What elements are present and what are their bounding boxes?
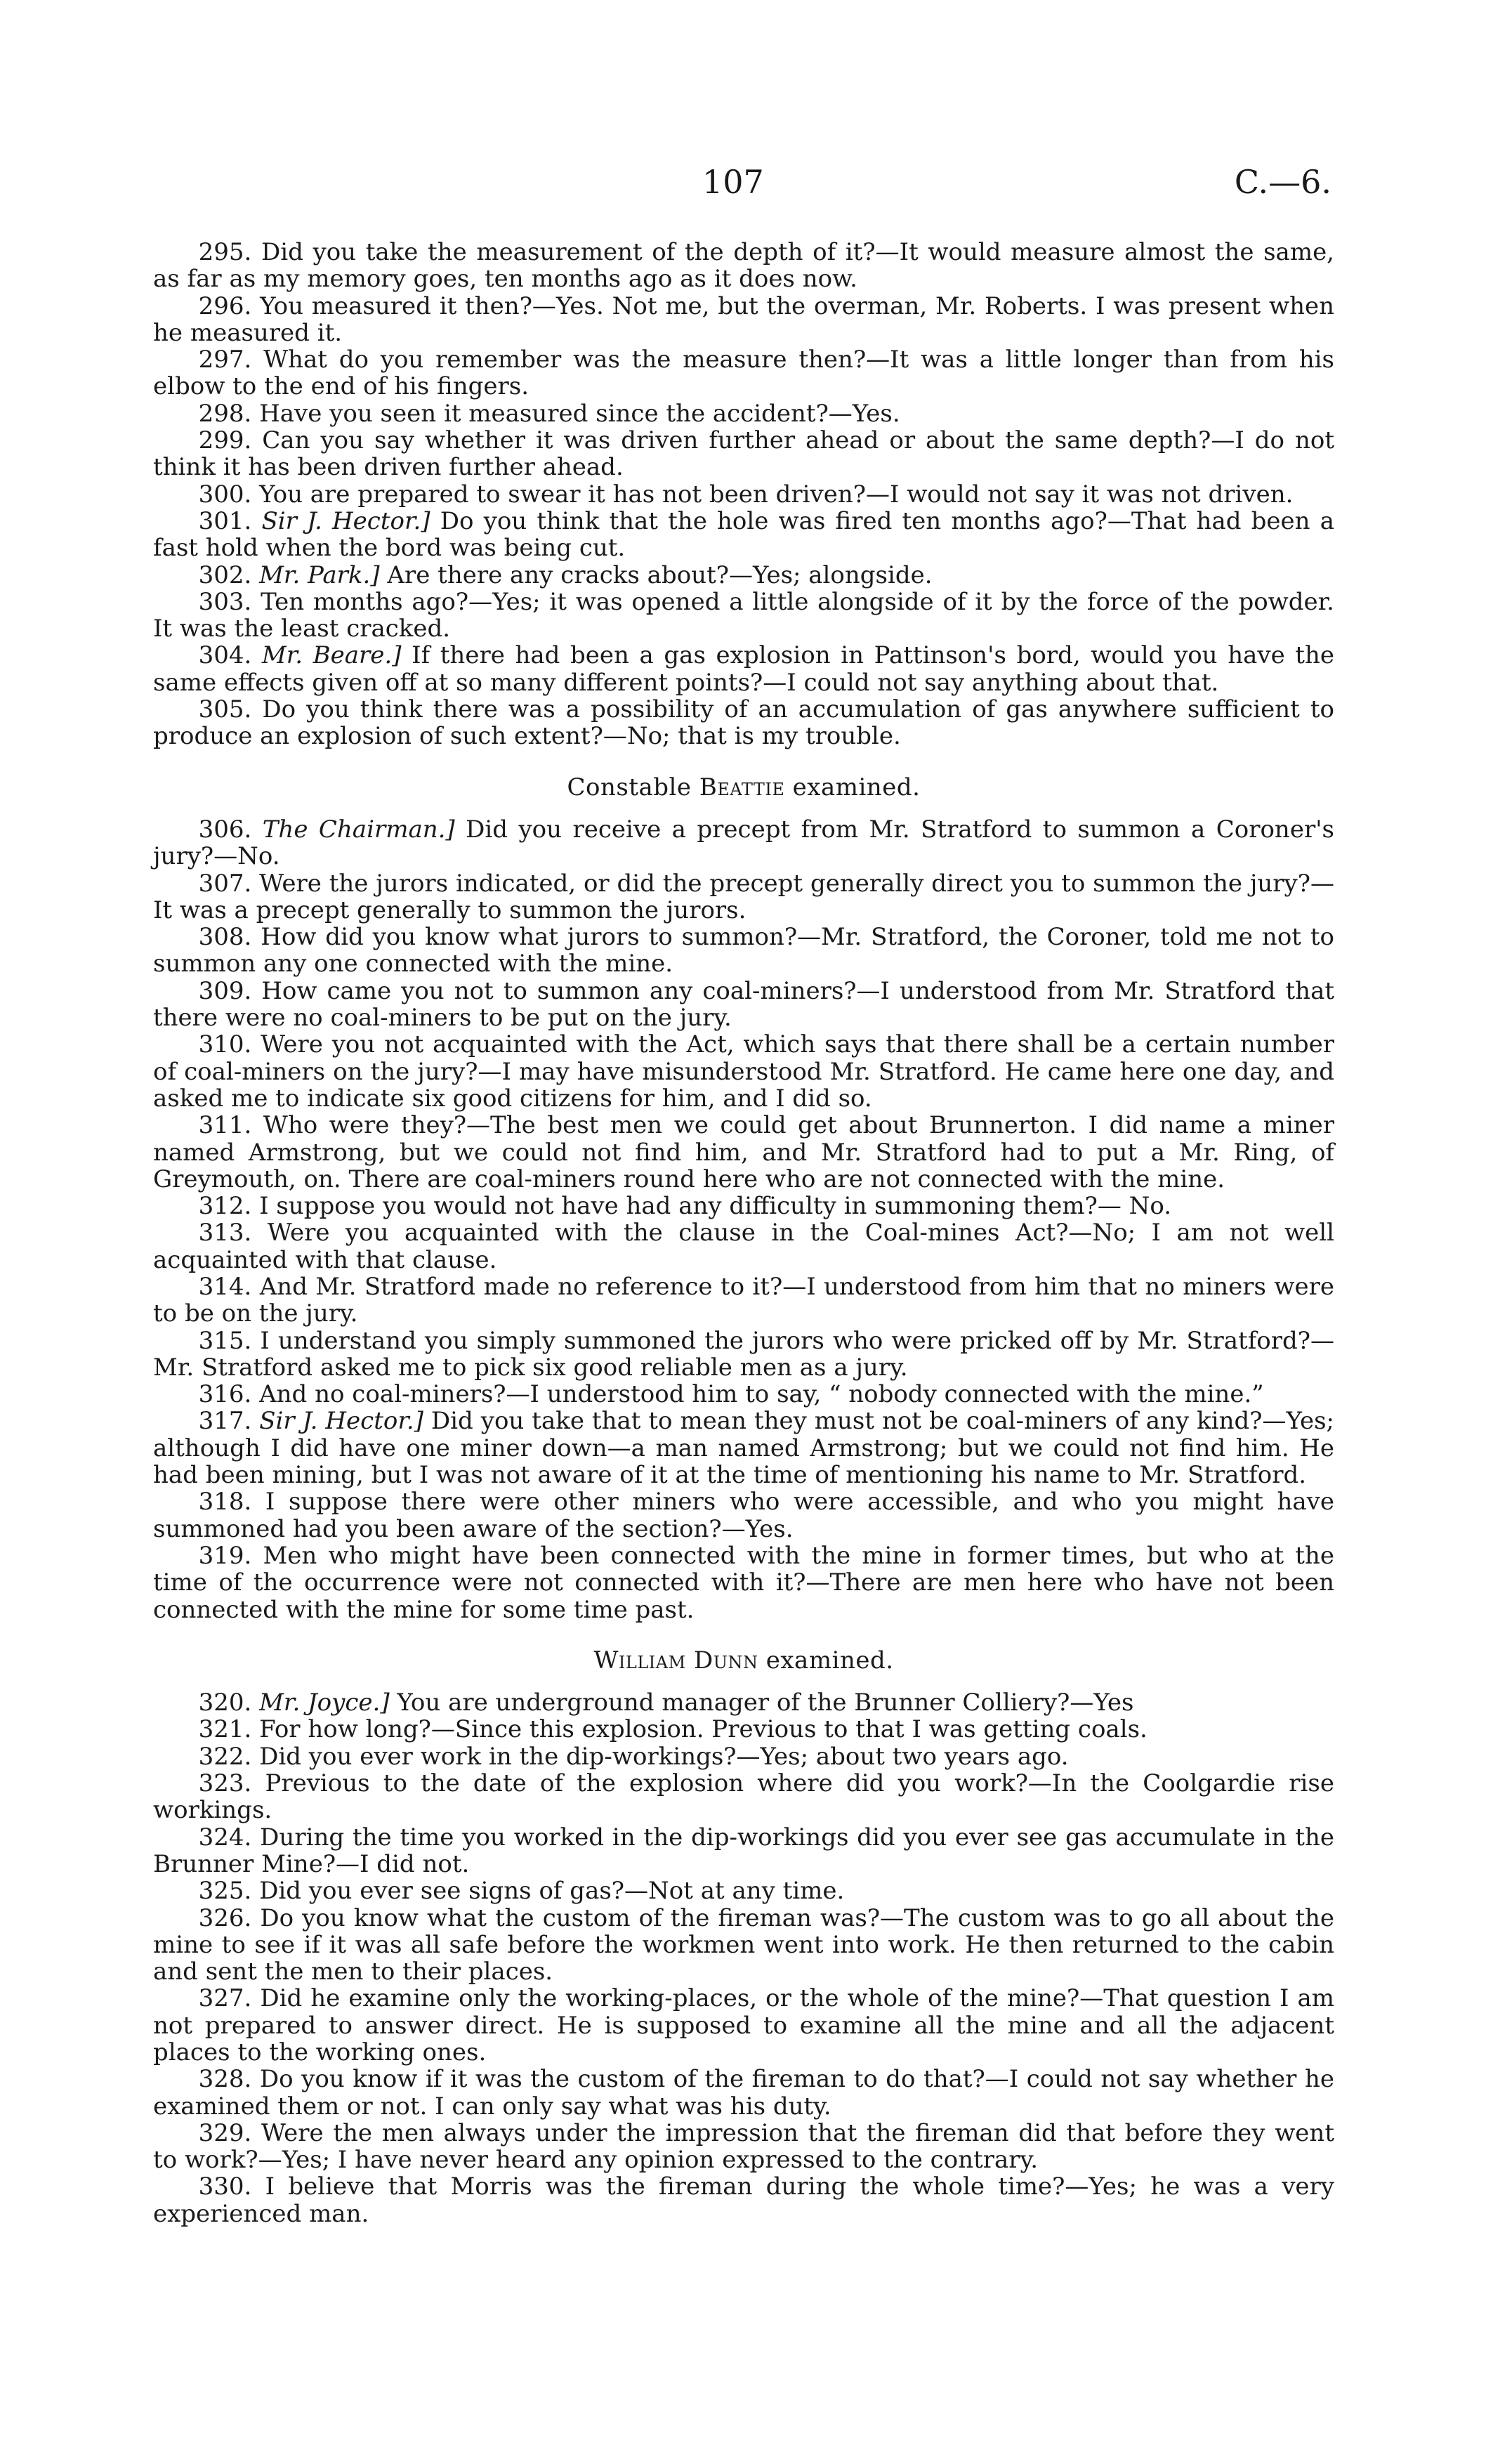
speaker-name: Mr. Joyce.]	[259, 1689, 390, 1717]
page-body	[153, 239, 1334, 2227]
speaker-name: Mr. Beare.]	[261, 641, 402, 670]
heading-suffix: examined.	[784, 773, 921, 801]
question-answer-paragraph: 319. Men who might have been connected with the mine in former times, but who at the time of the occurrence were not connected with it?—There are men here who have not been connected with the mine for some time past.	[153, 1541, 1334, 1624]
question-answer-paragraph	[153, 508, 1334, 562]
page-header	[0, 163, 1493, 219]
question-answer-paragraph: 298. Have you seen it measured since the accident?—Yes.	[198, 399, 900, 428]
question-answer-paragraph: 310. Were you not acquainted with the Act, which says that there shall be a certain number of coal-miners on the jury?—I may have misunderstood Mr. Stratford. He came here one day, and asked me to indicate six good citizens for him, and I did so.	[153, 1030, 1334, 1113]
speaker-name: Mr. Park.]	[259, 561, 380, 589]
question-answer-paragraph: 322. Did you ever work in the dip-workings?—Yes; about two years ago.	[198, 1742, 1069, 1771]
section-heading-dunn	[153, 1647, 1334, 1674]
question-answer-paragraph: 329. Were the men always under the impression that the fireman did that before they went to work?—Yes; I have never heard any opinion expressed to the contrary.	[153, 2118, 1334, 2175]
question-text: Did you take that to mean they must not be coal-miners of any kind?—Yes; although I did have one miner down—a man named Armstrong; but we could not find him. He had been mining, but I was not aware of it at the time of mentioning his name to Mr. Stratford.	[153, 1407, 1334, 1490]
question-number: 320.	[198, 1689, 252, 1717]
question-answer-paragraph: 309. How came you not to summon any coal-miners?—I understood from Mr. Stratford that there were no coal-miners to be put on the jury.	[153, 976, 1334, 1033]
question-answer-paragraph: 307. Were the jurors indicated, or did the precept generally direct you to summon the jury?—It was a precept generally to summon the jurors.	[153, 869, 1334, 924]
question-answer-paragraph: 299. Can you say whether it was driven further ahead or about the same depth?—I do not think it has been driven further ahead.	[153, 426, 1334, 482]
question-answer-paragraph: 308. How did you know what jurors to summon?—Mr. Stratford, the Coroner, told me not to summon any one connected with the mine.	[153, 923, 1334, 978]
speaker-name: Sir J. Hector.]	[259, 1407, 423, 1436]
question-answer-paragraph: 313. Were you acquainted with the clause in the Coal-mines Act?—No; I am not well acquainted with that clause.	[153, 1219, 1334, 1274]
section-continued-evidence	[153, 239, 1334, 750]
question-answer-paragraph: 330. I believe that Morris was the fireman during the whole time?—Yes; he was a very experienced man.	[153, 2173, 1334, 2228]
question-number: 302.	[198, 561, 252, 589]
section-beattie-evidence	[153, 816, 1334, 1623]
question-number: 301.	[198, 506, 252, 535]
speaker-name: Sir J. Hector.]	[261, 506, 430, 535]
question-answer-paragraph: 318. I suppose there were other miners who were accessible, and who you might have summoned had you been aware of the section?—Yes.	[153, 1488, 1334, 1543]
question-answer-paragraph: 323. Previous to the date of the explosion where did you work?—In the Coolgardie rise workings.	[153, 1769, 1334, 1825]
question-answer-paragraph: 296. You measured it then?—Yes. Not me, but the overman, Mr. Roberts. I was present when he measured it.	[153, 291, 1334, 347]
question-number: 317.	[198, 1407, 252, 1436]
question-number: 304.	[198, 641, 252, 670]
question-answer-paragraph: 326. Do you know what the custom of the fireman was?—The custom was to go all about the mine to see if it was all safe before the workmen went into work. He then returned to the cabin and sent the men to their places.	[153, 1903, 1334, 1986]
question-answer-paragraph	[153, 1689, 1334, 1716]
question-text: Do you think that the hole was fired ten months ago?—That had been a fast hold when the bord was being cut.	[153, 506, 1334, 563]
question-answer-paragraph	[153, 1408, 1334, 1488]
question-answer-paragraph: 297. What do you remember was the measure then?—It was a little longer than from his elbow to the end of his fingers.	[153, 346, 1334, 401]
section-dunn-evidence	[153, 1689, 1334, 2227]
question-answer-paragraph: 327. Did he examine only the working-places, or the whole of the mine?—That question I am not prepared to answer direct. He is supposed to examine all the mine and all the adjacent places to the working ones.	[153, 1984, 1334, 2066]
heading-initial: W	[593, 1646, 619, 1675]
page-number: 107	[702, 163, 764, 201]
question-answer-paragraph	[153, 562, 1334, 589]
question-text: Are there any cracks about?—Yes; alongside.	[379, 561, 933, 589]
question-text: If there had been a gas explosion in Pattinson's bord, would you have the same effects given off at so many different points?—I could not say anything about that.	[153, 641, 1334, 697]
question-answer-paragraph: 325. Did you ever see signs of gas?—Not at any time.	[198, 1877, 845, 1906]
question-answer-paragraph	[153, 816, 1334, 870]
question-answer-paragraph: 312. I suppose you would not have had any difficulty in summoning them?— No.	[198, 1192, 1172, 1221]
question-answer-paragraph: 328. Do you know if it was the custom of the fireman to do that?—I could not say whether he examined them or not. I can only say what was his duty.	[153, 2065, 1334, 2121]
question-text: You are underground manager of the Brunner Colliery?—Yes	[389, 1689, 1134, 1717]
heading-name: illiam Dunn	[618, 1646, 758, 1675]
heading-name: eattie	[717, 773, 785, 801]
question-answer-paragraph: 303. Ten months ago?—Yes; it was opened a little alongside of it by the force of the powder. It was the least cracked.	[153, 587, 1334, 643]
question-text: Did you receive a precept from Mr. Stratford to summon a Coroner's jury?—No.	[153, 815, 1334, 871]
heading-suffix: examined.	[758, 1646, 894, 1675]
section-heading-beattie	[153, 774, 1334, 801]
heading-prefix: Constable	[567, 773, 699, 801]
question-number: 306.	[198, 815, 252, 844]
question-answer-paragraph: 300. You are prepared to swear it has not been driven?—I would not say it was not driven.	[198, 480, 1294, 509]
question-answer-paragraph	[153, 642, 1334, 696]
question-answer-paragraph: 314. And Mr. Stratford made no reference to it?—I understood from him that no miners were to be on the jury.	[153, 1272, 1334, 1328]
question-answer-paragraph: 315. I understand you simply summoned the jurors who were pricked off by Mr. Stratford?—Mr. Stratford asked me to pick six good reliable men as a jury.	[153, 1326, 1334, 1382]
question-answer-paragraph: 305. Do you think there was a possibility of an accumulation of gas anywhere sufficient to produce an explosion of such extent?—No; that is my trouble.	[153, 695, 1334, 751]
series-code: C.—6.	[1234, 163, 1331, 201]
heading-initial: B	[699, 773, 718, 801]
question-answer-paragraph: 295. Did you take the measurement of the depth of it?—It would measure almost the same, as far as my memory goes, ten months ago as it does now.	[153, 238, 1334, 294]
question-answer-paragraph: 311. Who were they?—The best men we could get about Brunnerton. I did name a miner named Armstrong, but we could not find him, and Mr. Stratford had to put a Mr. Ring, of Greymouth, on. There are coal-miners round here who are not connected with the mine.	[153, 1111, 1334, 1193]
speaker-name: The Chairman.]	[262, 815, 455, 844]
question-answer-paragraph: 324. During the time you worked in the dip-workings did you ever see gas accumulate in the Brunner Mine?—I did not.	[153, 1823, 1334, 1878]
question-answer-paragraph: 321. For how long?—Since this explosion. Previous to that I was getting coals.	[198, 1715, 1147, 1744]
question-answer-paragraph: 316. And no coal-miners?—I understood him to say, “ nobody connected with the mine.”	[198, 1380, 1264, 1409]
